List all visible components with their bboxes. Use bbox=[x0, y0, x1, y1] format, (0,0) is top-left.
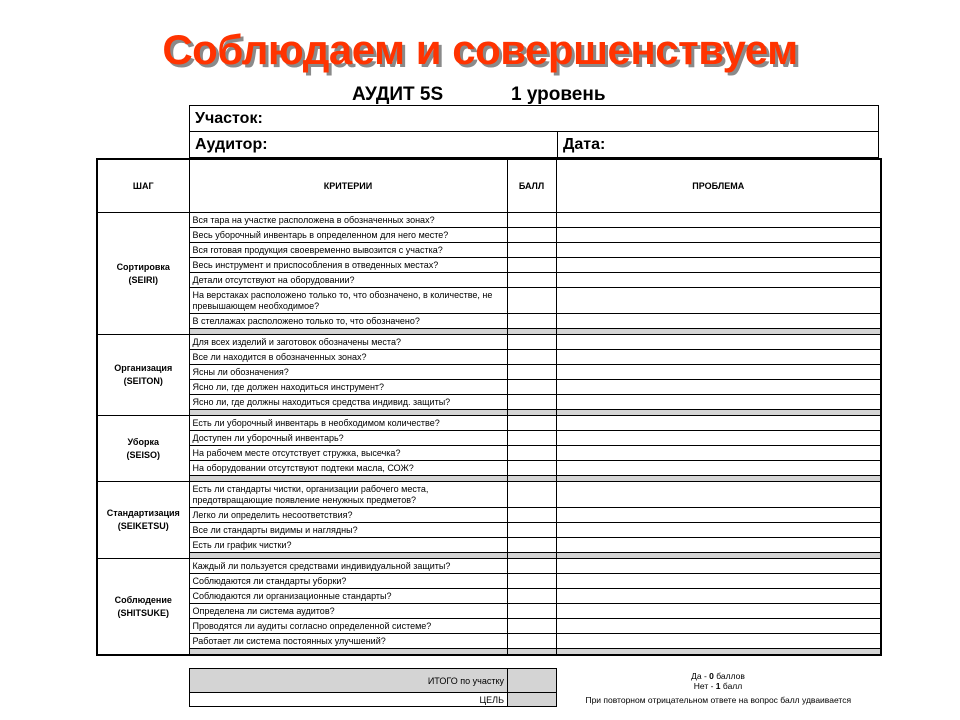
score-cell[interactable] bbox=[507, 416, 556, 431]
score-cell[interactable] bbox=[507, 243, 556, 258]
score-cell[interactable] bbox=[507, 446, 556, 461]
score-cell[interactable] bbox=[507, 395, 556, 410]
step-name: Уборка bbox=[127, 436, 159, 447]
problem-cell[interactable] bbox=[556, 431, 881, 446]
page-title: Соблюдаем и совершенствуем bbox=[162, 26, 798, 73]
separator-cell bbox=[189, 649, 507, 656]
problem-cell[interactable] bbox=[556, 243, 881, 258]
problem-cell[interactable] bbox=[556, 350, 881, 365]
col-step-header: ШАГ bbox=[97, 159, 189, 213]
criteria-cell: Детали отсутствуют на оборудовании? bbox=[189, 273, 507, 288]
criteria-cell: Есть ли график чистки? bbox=[189, 538, 507, 553]
step-name: Сортировка bbox=[116, 261, 170, 272]
criteria-row bbox=[97, 508, 881, 523]
criteria-row bbox=[97, 461, 881, 476]
score-cell[interactable] bbox=[507, 350, 556, 365]
problem-cell[interactable] bbox=[556, 314, 881, 329]
criteria-cell: Все ли находится в обозначенных зонах? bbox=[189, 350, 507, 365]
score-cell[interactable] bbox=[507, 380, 556, 395]
problem-cell[interactable] bbox=[556, 288, 881, 314]
problem-cell[interactable] bbox=[556, 619, 881, 634]
criteria-row bbox=[97, 523, 881, 538]
area-field[interactable]: Участок: bbox=[190, 106, 879, 132]
criteria-cell: Соблюдаются ли организационные стандарты? bbox=[189, 589, 507, 604]
criteria-cell: Ясно ли, где должен находиться инструмент? bbox=[189, 380, 507, 395]
step-code: (SEITON) bbox=[123, 376, 163, 386]
criteria-row bbox=[97, 482, 881, 508]
score-cell[interactable] bbox=[507, 228, 556, 243]
problem-cell[interactable] bbox=[556, 335, 881, 350]
criteria-cell: Легко ли определить несоответствия? bbox=[189, 508, 507, 523]
criteria-cell: Вся готовая продукция своевременно вывозится с участка? bbox=[189, 243, 507, 258]
audit-level: 1 уровень bbox=[511, 84, 606, 105]
step-cell bbox=[97, 335, 189, 416]
problem-cell[interactable] bbox=[556, 523, 881, 538]
total-score-cell[interactable] bbox=[508, 669, 557, 693]
step-name: Стандартизация bbox=[106, 508, 180, 518]
criteria-cell: Каждый ли пользуется средствами индивидуальной защиты? bbox=[189, 559, 507, 574]
criteria-cell: Есть ли стандарты чистки, организации рабочего места, предотвращающие появление ненужных предметов? bbox=[189, 482, 507, 508]
problem-cell[interactable] bbox=[556, 213, 881, 228]
score-legend: Да - 0 баллов Нет - 1 балл bbox=[691, 670, 745, 691]
score-cell[interactable] bbox=[507, 273, 556, 288]
criteria-cell: Весь инструмент и приспособления в отведенных местах? bbox=[189, 258, 507, 273]
section-separator bbox=[97, 649, 881, 656]
criteria-row bbox=[97, 574, 881, 589]
goal-label: ЦЕЛЬ bbox=[190, 693, 508, 707]
score-cell[interactable] bbox=[507, 559, 556, 574]
score-cell[interactable] bbox=[507, 589, 556, 604]
goal-score-cell[interactable] bbox=[508, 693, 557, 707]
score-cell[interactable] bbox=[507, 634, 556, 649]
criteria-row bbox=[97, 431, 881, 446]
audit-table bbox=[96, 158, 882, 656]
criteria-row bbox=[97, 559, 881, 574]
criteria-cell: Ясны ли обозначения? bbox=[189, 365, 507, 380]
score-cell[interactable] bbox=[507, 213, 556, 228]
criteria-row bbox=[97, 288, 881, 314]
problem-cell[interactable] bbox=[556, 416, 881, 431]
criteria-row bbox=[97, 213, 881, 228]
criteria-row bbox=[97, 243, 881, 258]
problem-cell[interactable] bbox=[556, 395, 881, 410]
criteria-cell: На оборудовании отсутствуют подтеки масла, СОЖ? bbox=[189, 461, 507, 476]
step-cell bbox=[97, 416, 189, 482]
criteria-cell: Есть ли уборочный инвентарь в необходимом количестве? bbox=[189, 416, 507, 431]
score-cell[interactable] bbox=[507, 431, 556, 446]
step-cell bbox=[97, 559, 189, 656]
criteria-cell: Определена ли система аудитов? bbox=[189, 604, 507, 619]
step-cell bbox=[97, 213, 189, 335]
separator-cell bbox=[507, 649, 556, 656]
step-code: (SEISO) bbox=[126, 449, 160, 460]
score-cell[interactable] bbox=[507, 619, 556, 634]
criteria-row bbox=[97, 589, 881, 604]
step-cell bbox=[97, 482, 189, 559]
score-cell[interactable] bbox=[507, 604, 556, 619]
score-cell[interactable] bbox=[507, 482, 556, 508]
score-cell[interactable] bbox=[507, 461, 556, 476]
score-cell[interactable] bbox=[507, 538, 556, 553]
criteria-row bbox=[97, 446, 881, 461]
criteria-row bbox=[97, 604, 881, 619]
col-problem-header: ПРОБЛЕМА bbox=[556, 159, 881, 213]
problem-cell[interactable] bbox=[556, 273, 881, 288]
criteria-row bbox=[97, 273, 881, 288]
footer-table bbox=[189, 668, 880, 707]
problem-cell[interactable] bbox=[556, 574, 881, 589]
criteria-row bbox=[97, 619, 881, 634]
problem-cell[interactable] bbox=[556, 380, 881, 395]
criteria-row bbox=[97, 365, 881, 380]
date-field[interactable]: Дата: bbox=[558, 132, 879, 158]
step-name: Организация bbox=[114, 363, 173, 373]
col-score-header: БАЛЛ bbox=[507, 159, 556, 213]
problem-cell[interactable] bbox=[556, 446, 881, 461]
problem-cell[interactable] bbox=[556, 228, 881, 243]
criteria-row bbox=[97, 395, 881, 410]
score-cell[interactable] bbox=[507, 508, 556, 523]
problem-cell[interactable] bbox=[556, 559, 881, 574]
problem-cell[interactable] bbox=[556, 365, 881, 380]
criteria-row bbox=[97, 416, 881, 431]
criteria-cell: В стеллажах расположено только то, что обозначено? bbox=[189, 314, 507, 329]
info-table bbox=[189, 105, 879, 158]
criteria-cell: Все ли стандарты видимы и наглядны? bbox=[189, 523, 507, 538]
problem-cell[interactable] bbox=[556, 604, 881, 619]
problem-cell[interactable] bbox=[556, 258, 881, 273]
criteria-cell: На рабочем месте отсутствует стружка, высечка? bbox=[189, 446, 507, 461]
score-cell[interactable] bbox=[507, 523, 556, 538]
criteria-cell: Весь уборочный инвентарь в определенном для него месте? bbox=[189, 228, 507, 243]
criteria-cell: На верстаках расположено только то, что обозначено, в количестве, не превышающем необходимое? bbox=[189, 288, 507, 314]
score-cell[interactable] bbox=[507, 258, 556, 273]
col-criteria-header: КРИТЕРИИ bbox=[189, 159, 507, 213]
score-cell[interactable] bbox=[507, 574, 556, 589]
total-label: ИТОГО по участку bbox=[190, 669, 508, 693]
score-cell[interactable] bbox=[507, 314, 556, 329]
score-cell[interactable] bbox=[507, 365, 556, 380]
audit-title: АУДИТ 5S bbox=[352, 84, 444, 105]
problem-cell[interactable] bbox=[556, 538, 881, 553]
criteria-cell: Соблюдаются ли стандарты уборки? bbox=[189, 574, 507, 589]
criteria-row bbox=[97, 350, 881, 365]
step-code: (SEIRI) bbox=[128, 274, 158, 285]
criteria-row bbox=[97, 228, 881, 243]
criteria-cell: Для всех изделий и заготовок обозначены места? bbox=[189, 335, 507, 350]
criteria-row bbox=[97, 538, 881, 553]
separator-cell bbox=[556, 649, 881, 656]
problem-cell[interactable] bbox=[556, 634, 881, 649]
step-code: (SHITSUKE) bbox=[117, 607, 169, 618]
criteria-cell: Ясно ли, где должны находиться средства индивид. защиты? bbox=[189, 395, 507, 410]
criteria-row bbox=[97, 314, 881, 329]
problem-cell[interactable] bbox=[556, 482, 881, 508]
problem-cell[interactable] bbox=[556, 589, 881, 604]
problem-cell[interactable] bbox=[556, 508, 881, 523]
score-cell[interactable] bbox=[507, 335, 556, 350]
criteria-row bbox=[97, 380, 881, 395]
repeat-note: При повторном отрицательном ответе на вопрос балл удваивается bbox=[585, 694, 852, 705]
criteria-row bbox=[97, 258, 881, 273]
criteria-cell: Вся тара на участке расположена в обозначенных зонах? bbox=[189, 213, 507, 228]
criteria-cell: Доступен ли уборочный инвентарь? bbox=[189, 431, 507, 446]
step-name: Соблюдение bbox=[114, 594, 172, 605]
criteria-cell: Работает ли система постоянных улучшений? bbox=[189, 634, 507, 649]
criteria-row bbox=[97, 634, 881, 649]
score-cell[interactable] bbox=[507, 288, 556, 314]
step-code: (SEIKETSU) bbox=[117, 521, 169, 531]
auditor-field[interactable]: Аудитор: bbox=[190, 132, 558, 158]
criteria-cell: Проводятся ли аудиты согласно определенной системе? bbox=[189, 619, 507, 634]
criteria-row bbox=[97, 335, 881, 350]
problem-cell[interactable] bbox=[556, 461, 881, 476]
table-header-row bbox=[97, 159, 881, 213]
